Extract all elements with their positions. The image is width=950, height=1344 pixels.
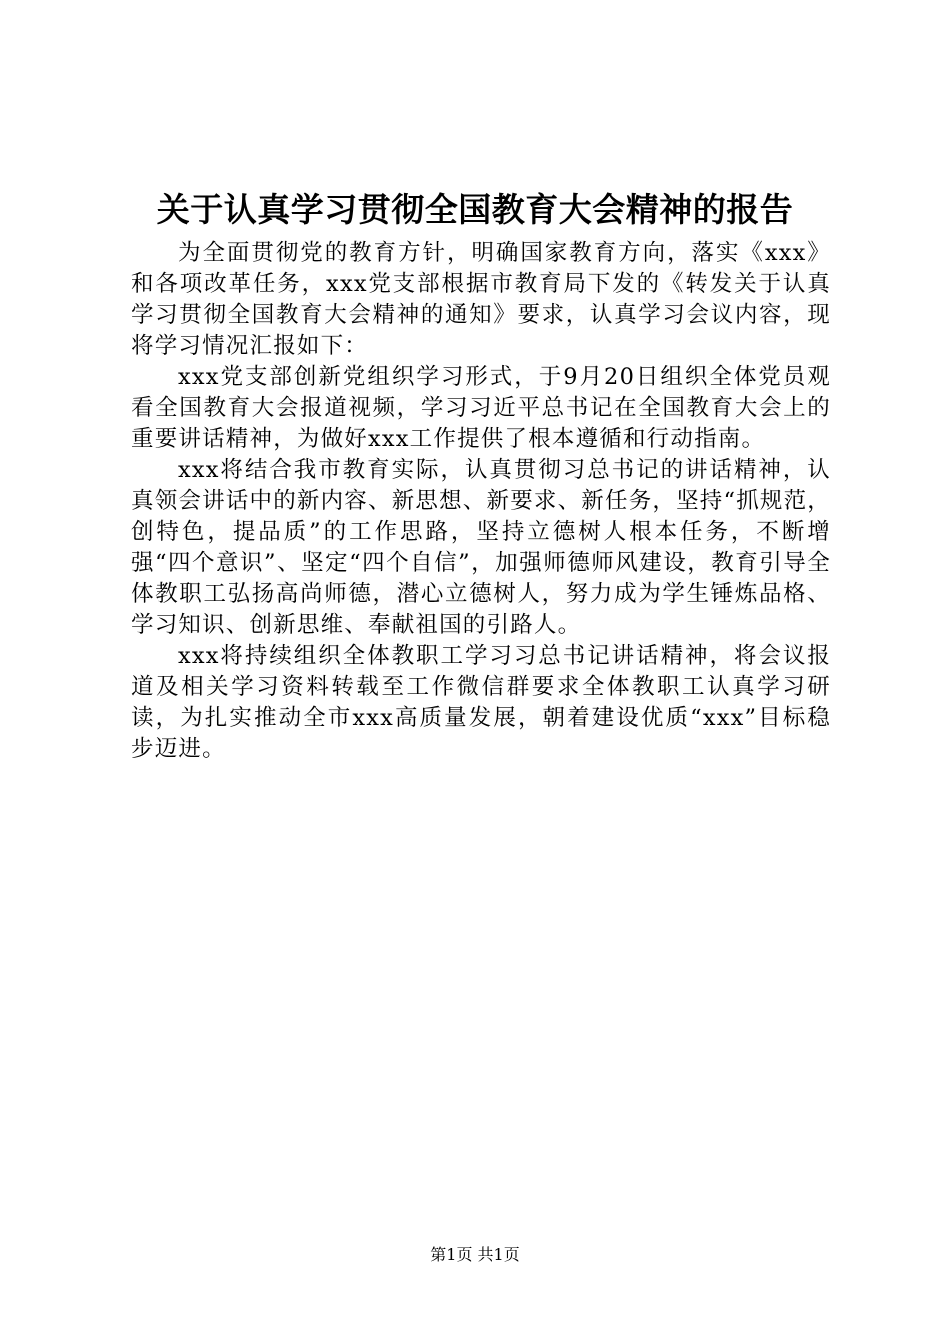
paragraph-3: xxx将结合我市教育实际，认真贯彻习总书记的讲话精神，认真领会讲话中的新内容、新思想、新要求、新任务，坚持“抓规范，创特色，提品质”的工作思路，坚持立德树人根本任务，不断增强“四个意识”、坚定“四个自信”，加强师德师风建设，教育引导全体教职工弘扬高尚师德，潜心立德树人，努力成为学生锤炼品格、学习知识、创新思维、奉献祖国的引路人。 bbox=[131, 457, 832, 638]
paragraph-2: xxx党支部创新党组织学习形式，于9月20日组织全体党员观看全国教育大会报道视频，学习习近平总书记在全国教育大会上的重要讲话精神，为做好xxx工作提供了根本遵循和行动指南。 bbox=[131, 364, 831, 452]
paragraph-4: xxx将持续组织全体教职工学习习总书记讲话精神，将会议报道及相关学习资料转载至工作微信群要求全体教职工认真学习研读，为扎实推动全市xxx高质量发展，朝着建设优质“xxx”目标稳步迈进。 bbox=[131, 643, 831, 762]
paragraph-1: 为全面贯彻党的教育方针，明确国家教育方向，落实《xxx》和各项改革任务，xxx党支部根据市教育局下发的《转发关于认真学习贯彻全国教育大会精神的通知》要求，认真学习会议内容，现将学习情况汇报如下： bbox=[131, 240, 831, 359]
document-title: 关于认真学习贯彻全国教育大会精神的报告 bbox=[156, 190, 794, 229]
page-footer: 第1页 共1页 bbox=[430, 1245, 520, 1264]
document-body bbox=[131, 238, 831, 765]
